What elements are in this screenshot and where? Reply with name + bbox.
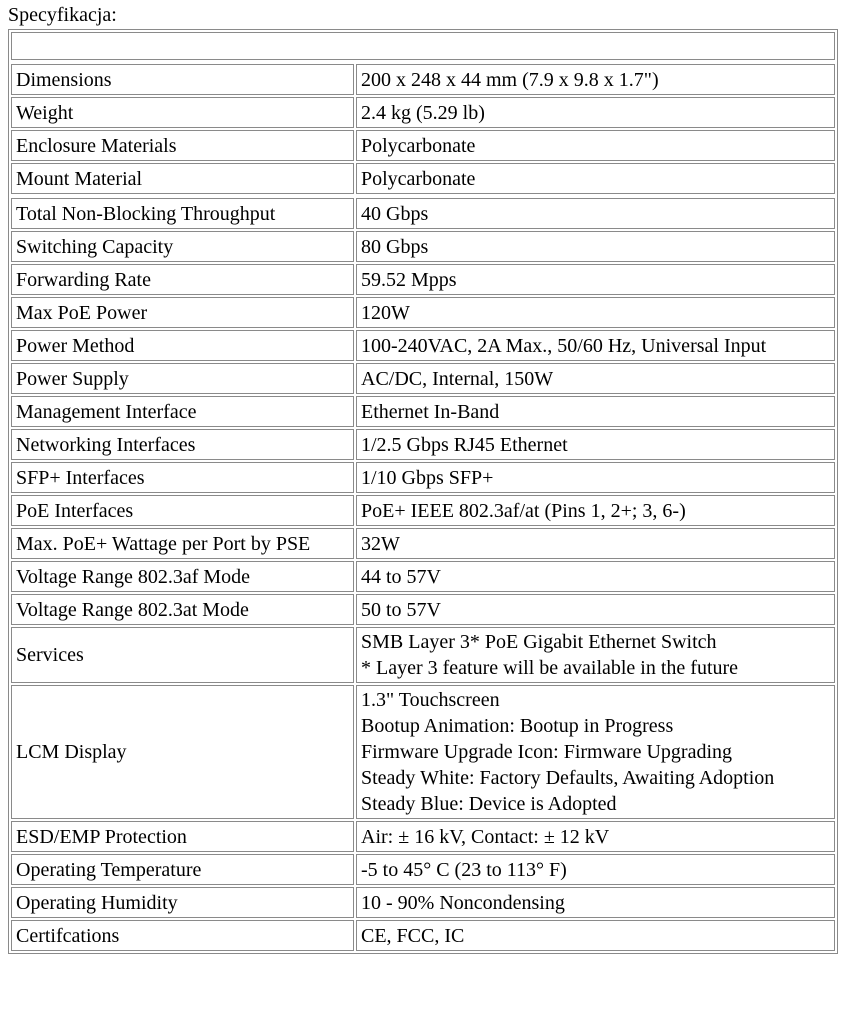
spec-value-line: PoE+ IEEE 802.3af/at (Pins 1, 2+; 3, 6-) <box>361 499 686 522</box>
spec-row-voltage-range-802-3at-mode <box>11 594 835 625</box>
spec-label: Max. PoE+ Wattage per Port by PSE <box>11 528 354 559</box>
spec-row-power-method <box>11 330 835 361</box>
spec-value-line: Bootup Animation: Bootup in Progress <box>361 715 674 737</box>
spec-value-line: Steady White: Factory Defaults, Awaiting Adoption <box>361 767 775 789</box>
spec-value-line: AC/DC, Internal, 150W <box>361 367 554 390</box>
spec-row-operating-humidity <box>11 887 835 918</box>
spec-value-line: 10 - 90% Noncondensing <box>361 891 565 914</box>
spec-row-esd-emp-protection <box>11 821 835 852</box>
spec-label: Networking Interfaces <box>11 429 354 460</box>
spec-value <box>356 920 835 951</box>
spec-value-line: Steady Blue: Device is Adopted <box>361 793 617 815</box>
spec-label: Switching Capacity <box>11 231 354 262</box>
spec-label: Weight <box>11 97 354 128</box>
spec-label: Power Supply <box>11 363 354 394</box>
spec-value-line: 100-240VAC, 2A Max., 50/60 Hz, Universal Input <box>361 334 767 357</box>
spec-row-dimensions <box>11 64 835 95</box>
spec-label: ESD/EMP Protection <box>11 821 354 852</box>
spec-row-networking-interfaces <box>11 429 835 460</box>
spec-row-forwarding-rate <box>11 264 835 295</box>
spec-value-line: 120W <box>361 301 410 324</box>
spec-value-line: 50 to 57V <box>361 598 441 621</box>
page-heading: Specyfikacja: <box>8 4 117 26</box>
spec-value <box>356 528 835 559</box>
spec-label: Services <box>11 627 354 683</box>
spec-label: PoE Interfaces <box>11 495 354 526</box>
spec-value <box>356 97 835 128</box>
spec-value <box>356 264 835 295</box>
spec-label: Certifcations <box>11 920 354 951</box>
spec-value <box>356 627 835 683</box>
spec-value <box>356 561 835 592</box>
spec-row-power-supply <box>11 363 835 394</box>
spec-value-line: Air: ± 16 kV, Contact: ± 12 kV <box>361 825 610 848</box>
spec-value <box>356 64 835 95</box>
spec-value <box>356 363 835 394</box>
spec-value <box>356 821 835 852</box>
spec-value-line: 80 Gbps <box>361 235 429 258</box>
spec-label: Max PoE Power <box>11 297 354 328</box>
spec-value <box>356 297 835 328</box>
spec-value <box>356 685 835 819</box>
spec-row-weight <box>11 97 835 128</box>
spec-row-enclosure-materials <box>11 130 835 161</box>
spec-table-physical <box>9 62 837 196</box>
spec-value <box>356 231 835 262</box>
spec-value <box>356 462 835 493</box>
spec-value-line: SMB Layer 3* PoE Gigabit Ethernet Switch <box>361 631 717 653</box>
spec-table-technical <box>9 196 837 953</box>
spec-value-line: 1.3" Touchscreen <box>361 689 500 711</box>
spec-value <box>356 429 835 460</box>
spec-row-management-interface <box>11 396 835 427</box>
spec-value-line: 40 Gbps <box>361 202 429 225</box>
spec-label: Mount Material <box>11 163 354 194</box>
spec-label: Dimensions <box>11 64 354 95</box>
spec-value <box>356 594 835 625</box>
spec-label: Operating Humidity <box>11 887 354 918</box>
spec-label: Forwarding Rate <box>11 264 354 295</box>
spec-value-line: 59.52 Mpps <box>361 268 457 291</box>
spec-value-line: Polycarbonate <box>361 134 476 157</box>
spec-value <box>356 198 835 229</box>
spec-row-sfp-interfaces <box>11 462 835 493</box>
spec-value-line: 1/2.5 Gbps RJ45 Ethernet <box>361 433 568 456</box>
spec-row-switching-capacity <box>11 231 835 262</box>
spec-value-line: * Layer 3 feature will be available in the future <box>361 657 739 679</box>
spec-label: Power Method <box>11 330 354 361</box>
spec-value-line: 44 to 57V <box>361 565 441 588</box>
spec-value-line: 1/10 Gbps SFP+ <box>361 466 494 489</box>
spec-label: Total Non-Blocking Throughput <box>11 198 354 229</box>
spec-label: SFP+ Interfaces <box>11 462 354 493</box>
spec-label: Operating Temperature <box>11 854 354 885</box>
spec-value <box>356 163 835 194</box>
spec-value-line: Polycarbonate <box>361 167 476 190</box>
empty-spec-row <box>11 32 835 60</box>
spec-row-services <box>11 627 835 683</box>
spec-container <box>8 29 838 954</box>
spec-value-line: CE, FCC, IC <box>361 924 465 947</box>
spec-value <box>356 854 835 885</box>
spec-value <box>356 887 835 918</box>
spec-row-operating-temperature <box>11 854 835 885</box>
spec-value <box>356 130 835 161</box>
spec-row-poe-interfaces <box>11 495 835 526</box>
spec-value <box>356 396 835 427</box>
spec-value-line: -5 to 45° C (23 to 113° F) <box>361 858 567 881</box>
spec-label: LCM Display <box>11 685 354 819</box>
spec-row-max-poe-power <box>11 297 835 328</box>
spec-value <box>356 495 835 526</box>
spec-value <box>356 330 835 361</box>
spec-row-total-non-blocking-throughput <box>11 198 835 229</box>
spec-label: Voltage Range 802.3at Mode <box>11 594 354 625</box>
spec-value-line: 200 x 248 x 44 mm (7.9 x 9.8 x 1.7") <box>361 68 659 91</box>
spec-value-line: Ethernet In-Band <box>361 400 500 423</box>
spec-label: Enclosure Materials <box>11 130 354 161</box>
spec-row-certifcations <box>11 920 835 951</box>
spec-row-max-poe-wattage-per-port-by-pse <box>11 528 835 559</box>
spec-row-mount-material <box>11 163 835 194</box>
spec-label: Management Interface <box>11 396 354 427</box>
spec-value-line: Firmware Upgrade Icon: Firmware Upgrading <box>361 741 732 763</box>
spec-row-voltage-range-802-3af-mode <box>11 561 835 592</box>
spec-value-line: 32W <box>361 532 400 555</box>
spec-value-line: 2.4 kg (5.29 lb) <box>361 101 485 124</box>
spec-row-lcm-display <box>11 685 835 819</box>
spec-label: Voltage Range 802.3af Mode <box>11 561 354 592</box>
